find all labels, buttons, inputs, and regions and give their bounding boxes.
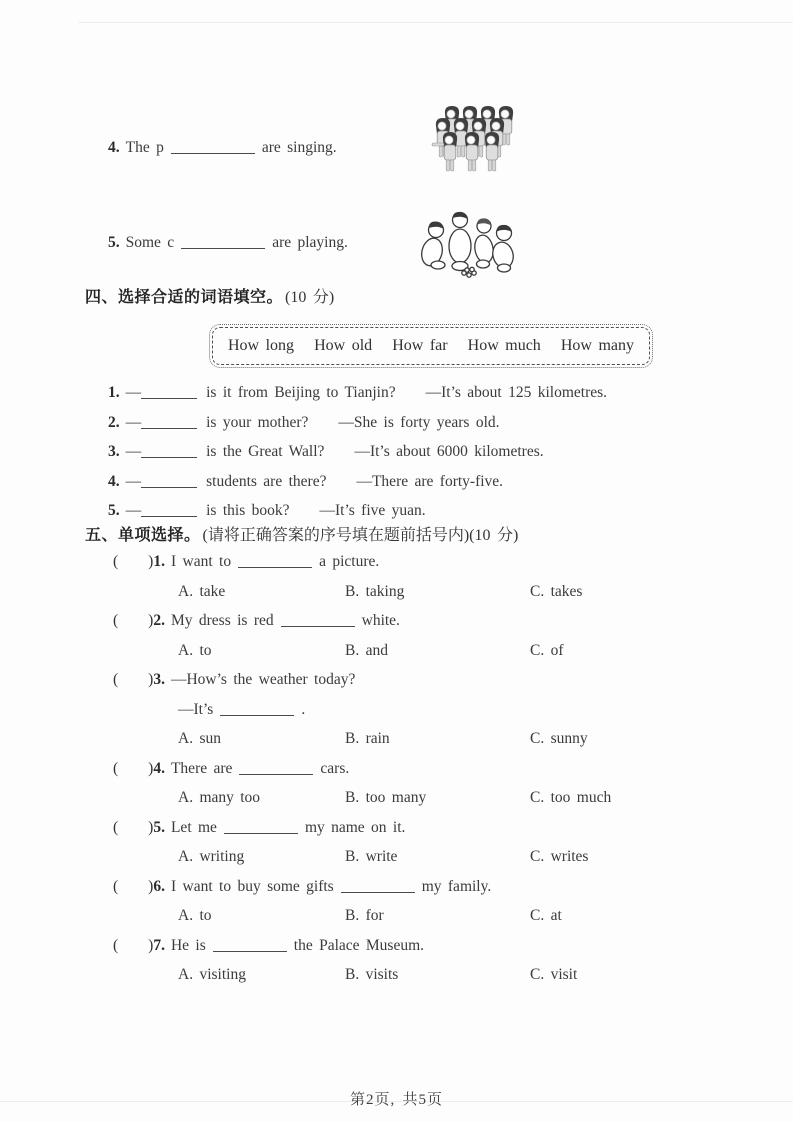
word-bank-word: How many [560, 337, 634, 354]
section-five-items [113, 547, 611, 990]
option: C. of [530, 641, 564, 659]
question-text: white. [361, 612, 400, 629]
bracket-close: ) [148, 759, 154, 777]
answer-blank [341, 878, 415, 893]
answer-blank [141, 443, 197, 458]
option: A. to [178, 641, 212, 659]
question-row [108, 496, 607, 526]
bracket-close: ) [148, 936, 154, 954]
option: B. and [345, 641, 388, 659]
options-row [113, 636, 611, 666]
section-title: 四、选择合适的词语填空。 [85, 289, 284, 306]
question-text: a picture. [319, 553, 380, 570]
choice-item [113, 813, 611, 872]
question-text: the Palace Museum. [293, 936, 425, 954]
option: B. taking [345, 582, 405, 600]
bracket-close: ) [148, 818, 154, 836]
option: A. sun [178, 730, 221, 747]
answer-text: —It’s about 6000 kilometres. [354, 443, 544, 460]
question-text: cars. [320, 759, 350, 777]
choice-item [113, 606, 611, 665]
question-line [113, 547, 611, 577]
options-row [113, 842, 611, 872]
answer-blank [141, 384, 197, 399]
item-number: 1. [153, 553, 165, 570]
word-bank-word: How far [392, 337, 448, 354]
answer-text: —She is forty years old. [338, 413, 500, 431]
scan-artifact-line [78, 22, 793, 23]
fill-item-5 [108, 228, 348, 258]
em-dash: — [125, 443, 142, 460]
bracket-open: ( [113, 877, 119, 895]
options-row [113, 901, 611, 931]
question-line [113, 813, 611, 843]
section-score: (10 分) [285, 289, 335, 306]
option: A. to [178, 907, 212, 924]
word-bank [212, 327, 650, 365]
option: B. visits [345, 966, 399, 983]
question-text: is the Great Wall? [206, 443, 325, 460]
question-text: I want to buy some gifts [170, 877, 334, 895]
choice-item [113, 754, 611, 813]
question-text: are singing. [261, 139, 337, 156]
answer-blank [224, 819, 298, 834]
fill-item-4 [108, 133, 337, 163]
question-text: is this book? [206, 502, 290, 519]
question-text: He is [170, 936, 206, 954]
bracket-close: ) [148, 877, 154, 895]
answer-text: —It’s five yuan. [319, 502, 426, 519]
question-text: Some c [125, 234, 175, 251]
answer-blank [141, 473, 197, 488]
question-line [113, 695, 611, 725]
answer-blank [239, 760, 313, 775]
question-row [108, 378, 607, 408]
word-bank-word: How much [467, 337, 541, 354]
answer-blank [238, 553, 312, 568]
bracket-close: ) [148, 612, 154, 629]
item-number: 4. [153, 759, 165, 777]
options-row [113, 724, 611, 754]
question-row [108, 437, 607, 467]
section-five-heading [85, 524, 518, 548]
option: C. takes [530, 582, 583, 600]
item-number: 7. [153, 936, 165, 954]
question-line [113, 931, 611, 961]
singing-girls-image [424, 105, 520, 187]
question-text: are playing. [272, 234, 348, 251]
question-row [108, 408, 607, 438]
word-bank-word: How long [228, 337, 295, 354]
em-dash: — [125, 384, 142, 401]
option: A. writing [178, 848, 245, 865]
page-footer: 第2页, 共5页 [349, 1092, 443, 1108]
choice-item [113, 665, 611, 754]
item-number: 1. [108, 384, 120, 401]
bracket-open: ( [113, 612, 119, 629]
question-line [113, 606, 611, 636]
question-text: My dress is red [170, 612, 274, 629]
option: B. too many [345, 789, 427, 806]
question-text: —It’s [178, 700, 214, 718]
children-playing-image [414, 202, 522, 282]
option: B. rain [345, 730, 390, 747]
em-dash: — [125, 502, 142, 519]
option: A. many too [178, 789, 261, 806]
option: C. visit [530, 966, 578, 983]
item-number: 6. [153, 877, 165, 895]
choice-item [113, 547, 611, 606]
question-row [108, 467, 607, 497]
answer-blank [181, 234, 265, 249]
options-row [113, 960, 611, 990]
answer-blank [171, 139, 255, 154]
em-dash: — [125, 472, 142, 490]
question-text: Let me [170, 818, 217, 836]
option: B. write [345, 848, 398, 865]
answer-blank [281, 612, 355, 627]
question-text: is your mother? [206, 413, 309, 431]
item-number: 5. [153, 818, 165, 836]
question-text: —How’s the weather today? [170, 671, 356, 688]
question-text: my family. [421, 877, 492, 895]
question-line [113, 754, 611, 784]
question-text: I want to [170, 553, 232, 570]
item-number: 4. [108, 139, 120, 156]
option: C. writes [530, 848, 589, 865]
item-number: 3. [108, 443, 120, 460]
options-row [113, 783, 611, 813]
option: A. visiting [178, 966, 246, 983]
answer-text: —It’s about 125 kilometres. [425, 384, 608, 401]
section-note: (请将正确答案的序号填在题前括号内)(10 分) [202, 527, 519, 544]
option: C. too much [530, 789, 612, 806]
em-dash: — [125, 413, 142, 431]
bracket-open: ( [113, 759, 119, 777]
answer-blank [213, 937, 287, 952]
item-number: 3. [153, 671, 165, 688]
question-line [113, 872, 611, 902]
option: C. at [530, 907, 562, 924]
bracket-close: ) [148, 553, 154, 570]
item-number: 2. [153, 612, 165, 629]
section-title: 五、单项选择。 [85, 527, 201, 544]
section-four-items [108, 378, 607, 526]
bracket-close: ) [148, 671, 154, 688]
answer-blank [220, 701, 294, 716]
answer-text: —There are forty-five. [356, 472, 504, 490]
item-number: 5. [108, 234, 120, 251]
item-number: 4. [108, 472, 120, 490]
section-four-heading [85, 286, 334, 310]
answer-blank [141, 502, 197, 517]
question-text: There are [170, 759, 233, 777]
item-number: 2. [108, 413, 120, 431]
choice-item [113, 872, 611, 931]
choice-item [113, 931, 611, 990]
question-line [113, 665, 611, 695]
item-number: 5. [108, 502, 120, 519]
options-row [113, 577, 611, 607]
answer-blank [141, 414, 197, 429]
bracket-open: ( [113, 671, 119, 688]
question-text: my name on it. [304, 818, 406, 836]
word-bank-word: How old [314, 337, 373, 354]
question-text: The p [125, 139, 164, 156]
question-text: students are there? [206, 472, 327, 490]
option: A. take [178, 582, 226, 600]
option: C. sunny [530, 730, 588, 747]
bracket-open: ( [113, 818, 119, 836]
option: B. for [345, 907, 384, 924]
question-text: . [301, 700, 306, 718]
question-text: is it from Beijing to Tianjin? [206, 384, 396, 401]
bracket-open: ( [113, 553, 119, 570]
bracket-open: ( [113, 936, 119, 954]
